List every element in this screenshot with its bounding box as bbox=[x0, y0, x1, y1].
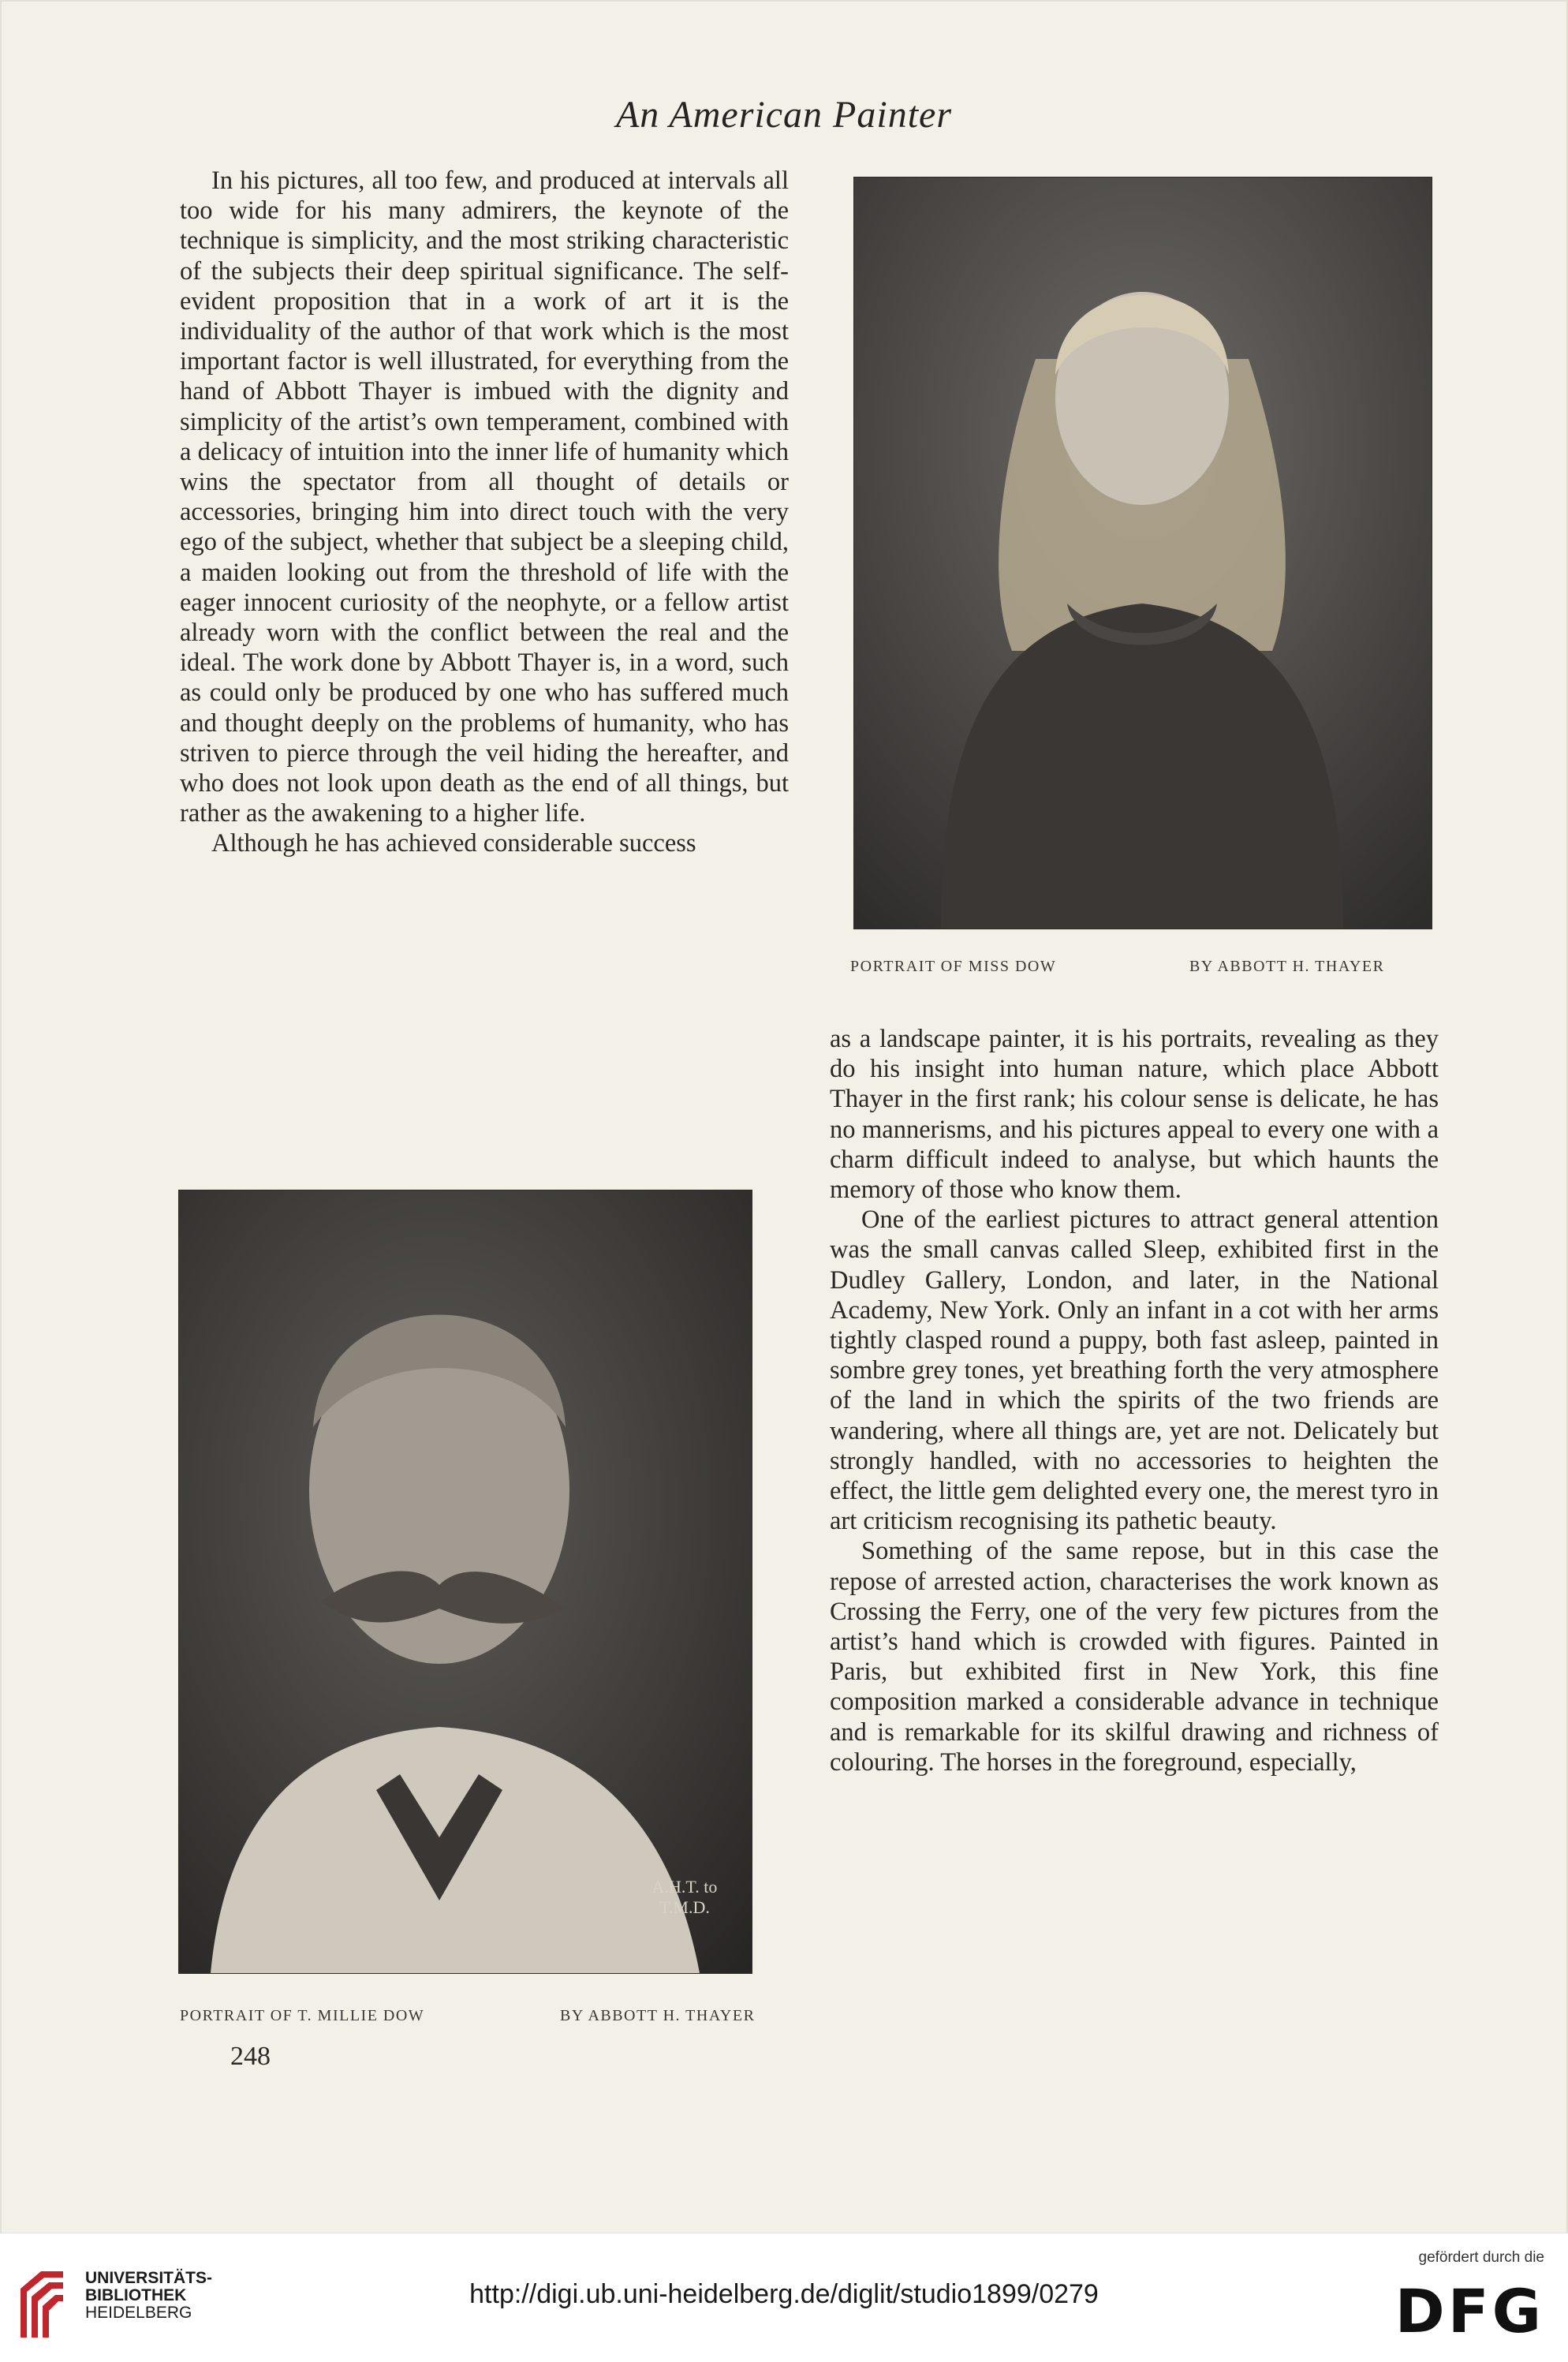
caption-miss-dow-title: PORTRAIT OF MISS DOW bbox=[850, 958, 1057, 975]
portrait-inscription: A.H.T. to T.M.D. bbox=[651, 1877, 718, 1917]
page-number: 248 bbox=[230, 2042, 271, 2071]
paragraph: Something of the same repose, but in this case the repose of arrested action, characterises the work known as Crossing the Ferry, one of the very few pictures from the artist’s hand which is crowded with figures. Painted in Paris, but exhibited first in New York, this fine composition marked a considerable advance in technique and is remarkable for its skilful drawing and richness of colouring. The horses in the foreground, especially, bbox=[830, 1537, 1439, 1777]
paragraph: as a landscape painter, it is his portraits, revealing as they do his insight into human nature, which place Abbott Thayer in the first rank; his colour sense is delicate, he has no mannerisms, and his pictures appeal to every one with a charm difficult indeed to analyse, but which haunts the memory of those who know them. bbox=[830, 1025, 1439, 1205]
paragraph: One of the earliest pictures to attract general attention was the small canvas called Sleep, exhibited first in the Dudley Gallery, London, and later, in the National Academy, New York. Only an infant in a cot with her arms tightly clasped round a puppy, both fast asleep, painted in sombre grey tones, yet breathing forth the very atmosphere of the land in which the spirits of the two friends are wandering, where all things are, yet are not. Delicately but strongly handled, with no accessories to heighten the effect, the little gem delighted every one, the merest tyro in art criticism recognising its pathetic beauty. bbox=[830, 1205, 1439, 1536]
portrait-miss-dow-image bbox=[853, 177, 1432, 929]
left-text-column bbox=[180, 166, 789, 859]
paragraph: In his pictures, all too few, and produced at intervals all too wide for his many admirers, the keynote of the technique is simplicity, and the most striking characteristic of the subjects their deep spiritual significance. The self-evident proposition that in a work of art it is the individuality of the author of that work which is the most important factor is well illustrated, for everything from the hand of Abbott Thayer is imbued with the dignity and simplicity of the artist’s own temperament, combined with a delicacy of intuition into the inner life of humanity which wins the spectator from all thought of details or accessories, bringing him into direct touch with the very ego of the subject, whether that subject be a sleeping child, a maiden looking out from the threshold of life with the eager innocent curiosity of the neophyte, or a fellow artist already worn with the conflict between the real and the ideal. The work done by Abbott Thayer is, in a word, such as could only be produced by one who has suffered much and thought deeply on the problems of humanity, who has striven to pierce through the veil hiding the hereafter, and who does not look upon death as the end of all things, but rather as the awakening to a higher life. bbox=[180, 166, 789, 828]
right-text-column bbox=[830, 1024, 1439, 1777]
funding-note: gefördert durch die bbox=[1418, 2249, 1544, 2266]
digitization-footer bbox=[0, 2233, 1568, 2362]
dfg-logo: DFG bbox=[1394, 2276, 1544, 2346]
caption-millie-dow-title: PORTRAIT OF T. MILLIE DOW bbox=[180, 2007, 425, 2024]
library-name: UNIVERSITÄTS- BIBLIOTHEK HEIDELBERG bbox=[85, 2269, 213, 2322]
caption-millie-dow-artist: BY ABBOTT H. THAYER bbox=[560, 2007, 756, 2024]
paragraph: Although he has achieved considerable success bbox=[211, 829, 696, 858]
portrait-millie-dow-image bbox=[178, 1190, 752, 1974]
running-head: An American Painter bbox=[615, 94, 953, 136]
source-url-link[interactable]: http://digi.ub.uni-heidelberg.de/diglit/studio1899/0279 bbox=[469, 2279, 1099, 2309]
caption-miss-dow-artist: BY ABBOTT H. THAYER bbox=[1189, 958, 1385, 975]
